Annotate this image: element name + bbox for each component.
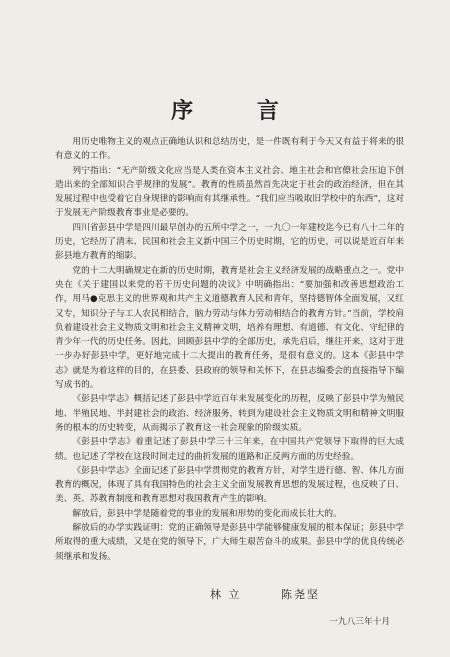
paragraph: 用历史唯物主义的观点正确地认识和总结历史，是一件既有利于今天又有益于将来的很有意义的工作。 (55, 137, 404, 162)
signature-line (210, 586, 320, 602)
author-name: 林 立 (210, 588, 242, 601)
paragraph: 列宁指出：“无产阶级文化应当是人类在资本主义社会、地主社会和官僚社会压迫下创造出来的全部知识合乎规律的发展”。教育的性质虽然首先决定于社会的政治经济，但在其发展过程中也受着它自身规律的影响而有其继承性。“我们应当吸取旧学校中的东西”，这对于发展无产阶级教育事业是必要的。 (55, 165, 404, 219)
paragraph: 解放后，彭县中学是随着党的事业的发展和形势的变化而成长壮大的。 (72, 508, 342, 519)
paragraph: 《彭县中学志》概括记述了彭县中学近百年来发展变化的历程，反映了彭县中学为殖民地、半殖民地、半封建社会的政治、经济服务，转到为建设社会主义物质文明和精神文明服务的根本的历史转变，从而揭示了教育这一社会现象的阶级实质。 (55, 394, 404, 433)
paragraph: 党的十二大明确规定在新的历史时期，教育是社会主义经济发展的战略重点之一。党中央在《关于建国以来党的若干历史问题的决议》中明确指出：“要加强和改善思想政治工作，用马●克思主义的世界观和共产主义道德教育人民和青年，坚持德智体全面发展，又红又专，知识分子与工人农民相结合，脑力劳动与体力劳动相结合的教育方针。”当前，学校肩负着建设社会主义物质文明和社会主义精神文明，培养有理想、有道德、有文化、守纪律的青少年一代的历史任务。因此，回顾彭县中学的全部历史，承先启后，继往开来，这对于进一步办好彭县中学，更好地完成十二大提出的教育任务，是很有意义的。这本《彭县中学志》就是为着这样的目的，在县委、县政府的领导和关怀下，在县志编委会的直接指导下编写成书的。 (55, 265, 404, 391)
paragraph: 《彭县中学志》着重记述了彭县中学三十三年来，在中国共产党领导下取得的巨大成绩。也记述了学校在这段时间走过的曲折发展的道路和正反两方面的历史经验。 (55, 437, 404, 462)
page-title: 序 言 (171, 98, 307, 124)
date: 一九八三年十月 (329, 617, 390, 627)
paragraph: 四川省彭县中学是四川最早创办的五所中学之一，一九〇一年建校迄今已有八十二年的历史，它经历了清末、民国和社会主义新中国三个历史时期，它的历史，可以说是近百年来彭县地方教育的缩影。 (55, 222, 404, 262)
preface-body (55, 135, 404, 564)
paragraph: 解放后的办学实践证明：党的正确领导是彭县中学能够健康发展的根本保证；彭县中学所取得的重大成绩，又是在党的领导下，广大师生艰苦奋斗的成果。彭县中学的优良传统必须继承和发扬。 (55, 523, 404, 562)
author-name: 陈尧坚 (281, 588, 320, 601)
paragraph: 《彭县中学志》全面记述了彭县中学贯彻党的教育方针，对学生进行德、智、体几方面教育的概况，体现了具有我国特色的社会主义全面发展教育思想的发展过程，也反映了日、美、英、苏教育制度和教育思想对我国教育产生的影响。 (55, 465, 404, 505)
